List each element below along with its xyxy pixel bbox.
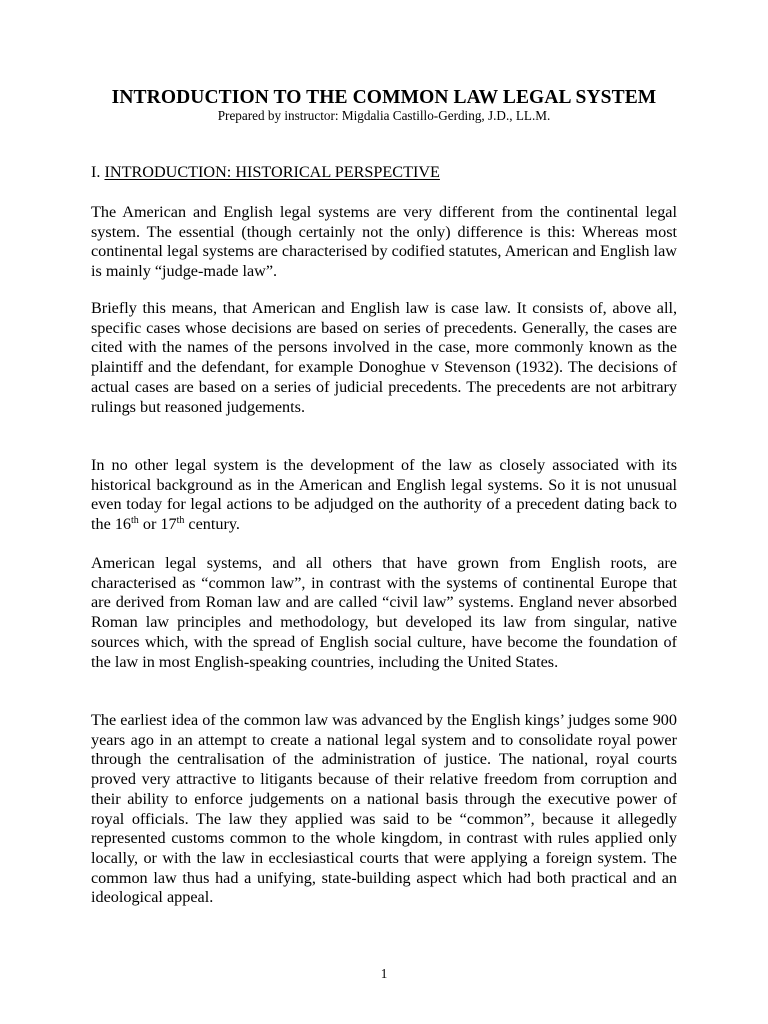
section-title: INTRODUCTION: HISTORICAL PERSPECTIVE [104, 163, 440, 181]
paragraph-3-text-after: century. [184, 515, 240, 534]
paragraph-1: The American and English legal systems are very different from the continental legal system. The essential (though certainly not the only) difference is this: Whereas most continental legal systems are characterised by codified statutes, American and English law is mainly “judge-made law”. [91, 203, 677, 281]
ordinal-suffix-1: th [131, 515, 139, 527]
document-title: INTRODUCTION TO THE COMMON LAW LEGAL SYSTEM [111, 87, 657, 108]
section-number: I. [91, 163, 101, 181]
paragraph-3-text-before: In no other legal system is the development of the law as closely associated with its historical background as in the American and English legal systems. So it is not unusual even today for legal actions to be adjudged on the authority of a precedent dating back to the 16 [91, 456, 677, 534]
section-heading [91, 162, 440, 182]
document-subtitle: Prepared by instructor: Migdalia Castillo-Gerding, J.D., LL.M. [217, 108, 551, 123]
paragraph-5: The earliest idea of the common law was advanced by the English kings’ judges some 900 years ago in an attempt to create a national legal system and to consolidate royal power through the centralisation of the administration of justice. The national, royal courts proved very attractive to litigants because of their relative freedom from corruption and their ability to enforce judgements on a national basis through the executive power of royal officials. The law they applied was said to be “common”, because it allegedly represented customs common to the whole kingdom, in contrast with rules applied only locally, or with the law in ecclesiastical courts that were applying a foreign system. The common law thus had a unifying, state-building aspect which had both practical and an ideological appeal. [91, 711, 677, 907]
paragraph-4: American legal systems, and all others that have grown from English roots, are characterised as “common law”, in contrast with the systems of continental Europe that are derived from Roman law and are called “civil law” systems. England never absorbed Roman law principles and methodology, but developed its law from singular, native sources which, with the spread of English social culture, have become the foundation of the law in most English-speaking countries, including the United States. [91, 554, 677, 671]
paragraph-3-text-middle: or 17 [138, 515, 177, 534]
ordinal-suffix-2: th [176, 515, 185, 527]
page-number: 1 [380, 966, 388, 981]
paragraph-3 [91, 456, 677, 535]
paragraph-2: Briefly this means, that American and English law is case law. It consists of, above all, specific cases whose decisions are based on series of precedents. Generally, the cases are cited with the names of the persons involved in the case, more commonly known as the plaintiff and the defendant, for example Donoghue v Stevenson (1932). The decisions of actual cases are based on a series of judicial precedents. The precedents are not arbitrary rulings but reasoned judgements. [91, 299, 677, 416]
